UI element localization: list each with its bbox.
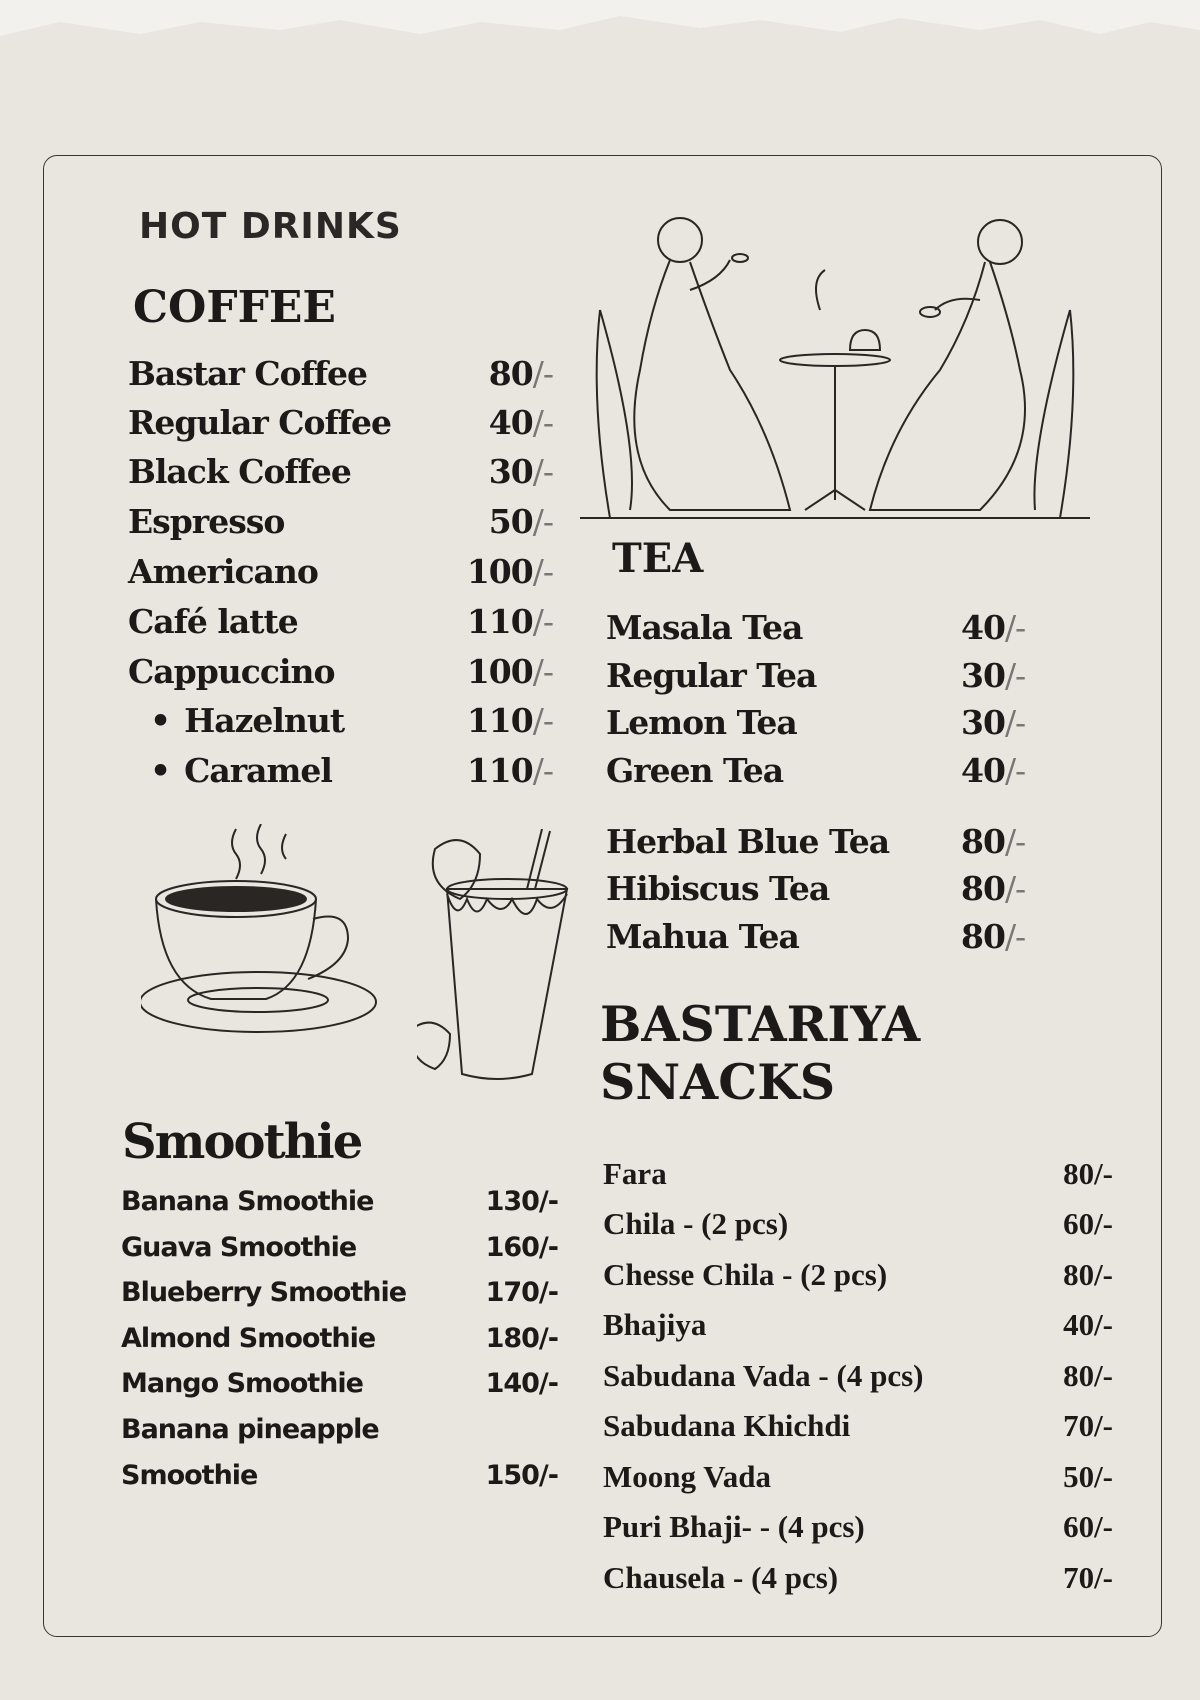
item-name: Puri Bhaji- - (4 pcs) <box>603 1509 865 1544</box>
price-value: 30 <box>961 703 1005 742</box>
item-price <box>448 354 553 393</box>
price-value: 40 <box>961 751 1005 790</box>
price-suffix: /- <box>1004 917 1026 956</box>
item-price: 70/- <box>1063 1560 1113 1595</box>
coffee-heading: COFFEE <box>133 282 336 333</box>
item-name: Masala Tea <box>606 608 803 647</box>
bastariya-snacks-heading <box>600 995 920 1111</box>
item-name: Americano <box>128 552 318 591</box>
item-price: 40/- <box>1063 1307 1113 1342</box>
menu-item <box>128 602 553 652</box>
item-price <box>448 502 553 541</box>
price-suffix: /- <box>532 751 553 790</box>
price-value: 100 <box>466 552 533 591</box>
menu-item <box>606 917 1041 956</box>
menu-item <box>121 1186 558 1217</box>
price-suffix: /- <box>1004 656 1026 695</box>
item-price: 80/- <box>1063 1156 1113 1191</box>
item-price <box>448 552 553 591</box>
item-price: 180/- <box>485 1323 558 1354</box>
price-suffix: /- <box>1004 703 1026 742</box>
menu-item <box>606 656 1041 695</box>
menu-item <box>603 1156 1113 1192</box>
menu-item <box>121 1277 558 1308</box>
menu-item <box>603 1459 1113 1495</box>
menu-item <box>128 354 553 404</box>
item-price <box>961 608 1041 647</box>
smoothie-heading: Smoothie <box>122 1114 362 1170</box>
item-price: 170/- <box>485 1277 558 1308</box>
menu-item <box>128 403 553 453</box>
menu-item <box>606 822 1041 861</box>
item-price: 130/- <box>485 1186 558 1217</box>
item-name: • Hazelnut <box>128 701 344 740</box>
menu-item <box>121 1368 558 1399</box>
menu-item <box>603 1257 1113 1293</box>
item-name: Mango Smoothie <box>121 1368 363 1399</box>
item-price: 80/- <box>1063 1358 1113 1393</box>
item-name: Mahua Tea <box>606 917 799 956</box>
victorian-ladies-tea-illustration <box>580 200 1090 525</box>
item-name: • Caramel <box>128 751 332 790</box>
item-price <box>961 917 1041 956</box>
menu-item <box>128 751 553 801</box>
item-price <box>961 703 1041 742</box>
item-price <box>961 869 1041 908</box>
price-value: 80 <box>488 354 533 393</box>
item-name: Chesse Chila - (2 pcs) <box>603 1257 888 1292</box>
menu-item <box>606 703 1041 742</box>
item-price <box>448 751 553 790</box>
menu-item <box>606 869 1041 908</box>
strawberry-smoothie-illustration <box>417 829 577 1086</box>
snacks-title-line1: BASTARIYA <box>600 995 921 1053</box>
menu-item <box>121 1232 558 1263</box>
menu-item <box>128 452 553 502</box>
price-suffix: /- <box>532 552 553 591</box>
item-name: Cappuccino <box>128 652 335 691</box>
price-suffix: /- <box>532 502 553 541</box>
item-price <box>448 652 553 691</box>
item-name: Café latte <box>128 602 298 641</box>
item-price <box>961 822 1041 861</box>
coffee-cup-illustration <box>141 824 386 1046</box>
price-suffix: /- <box>532 452 553 491</box>
menu-item <box>121 1414 558 1445</box>
item-name: Sabudana Khichdi <box>603 1408 851 1443</box>
item-name: Hibiscus Tea <box>606 869 830 908</box>
item-price: 50/- <box>1063 1459 1113 1494</box>
item-price: 150/- <box>485 1460 558 1491</box>
price-value: 80 <box>961 822 1005 861</box>
price-suffix: /- <box>1004 608 1026 647</box>
menu-item <box>128 652 553 702</box>
item-price <box>961 656 1041 695</box>
price-value: 50 <box>488 502 533 541</box>
item-name: Bastar Coffee <box>128 354 368 393</box>
item-name: Espresso <box>128 502 285 541</box>
item-price: 60/- <box>1063 1509 1113 1544</box>
price-suffix: /- <box>532 602 553 641</box>
price-value: 80 <box>961 917 1005 956</box>
menu-item <box>603 1560 1113 1596</box>
item-name: Sabudana Vada - (4 pcs) <box>603 1358 924 1393</box>
item-name: Banana Smoothie <box>121 1186 374 1217</box>
price-suffix: /- <box>532 403 553 442</box>
item-price: 70/- <box>1063 1408 1113 1443</box>
menu-item <box>128 701 553 751</box>
snacks-title-line2: SNACKS <box>600 1053 836 1111</box>
menu-item <box>603 1307 1113 1343</box>
price-suffix: /- <box>532 652 553 691</box>
item-name: Lemon Tea <box>606 703 797 742</box>
item-name: Herbal Blue Tea <box>606 822 890 861</box>
item-name: Bhajiya <box>603 1307 707 1342</box>
price-suffix: /- <box>532 701 553 740</box>
price-value: 110 <box>466 602 533 641</box>
item-price: 60/- <box>1063 1206 1113 1241</box>
item-price: 160/- <box>485 1232 558 1263</box>
menu-item <box>128 502 553 552</box>
item-price <box>448 452 553 491</box>
menu-item <box>603 1408 1113 1444</box>
item-name: Banana pineapple <box>121 1414 379 1445</box>
price-suffix: /- <box>1004 751 1026 790</box>
menu-item <box>603 1206 1113 1242</box>
price-value: 80 <box>961 869 1005 908</box>
item-name: Regular Coffee <box>128 403 391 442</box>
menu-item <box>606 608 1041 647</box>
item-name: Fara <box>603 1156 667 1191</box>
item-name: Almond Smoothie <box>121 1323 376 1354</box>
price-suffix: /- <box>1004 822 1026 861</box>
menu-item <box>121 1323 558 1354</box>
item-price <box>448 701 553 740</box>
menu-item <box>606 751 1041 790</box>
price-value: 40 <box>961 608 1005 647</box>
item-price: 140/- <box>485 1368 558 1399</box>
menu-item <box>603 1509 1113 1545</box>
price-value: 30 <box>488 452 533 491</box>
item-price <box>961 751 1041 790</box>
item-name: Moong Vada <box>603 1459 771 1494</box>
menu-item <box>128 552 553 602</box>
item-price: 80/- <box>1063 1257 1113 1292</box>
price-value: 110 <box>466 701 533 740</box>
price-value: 40 <box>488 403 533 442</box>
price-suffix: /- <box>532 354 553 393</box>
item-name: Chausela - (4 pcs) <box>603 1560 839 1595</box>
price-value: 100 <box>466 652 533 691</box>
price-suffix: /- <box>1004 869 1026 908</box>
item-price <box>448 403 553 442</box>
menu-item <box>603 1358 1113 1394</box>
torn-paper-edge <box>0 0 1200 50</box>
item-price <box>448 602 553 641</box>
tea-heading: TEA <box>612 535 704 582</box>
item-name: Smoothie <box>121 1460 258 1491</box>
price-value: 30 <box>961 656 1005 695</box>
price-value: 110 <box>466 751 533 790</box>
item-name: Blueberry Smoothie <box>121 1277 407 1308</box>
item-name: Green Tea <box>606 751 784 790</box>
menu-item <box>121 1460 558 1491</box>
hot-drinks-heading: HOT DRINKS <box>139 206 402 247</box>
item-name: Chila - (2 pcs) <box>603 1206 789 1241</box>
item-name: Black Coffee <box>128 452 351 491</box>
item-name: Guava Smoothie <box>121 1232 357 1263</box>
item-name: Regular Tea <box>606 656 817 695</box>
